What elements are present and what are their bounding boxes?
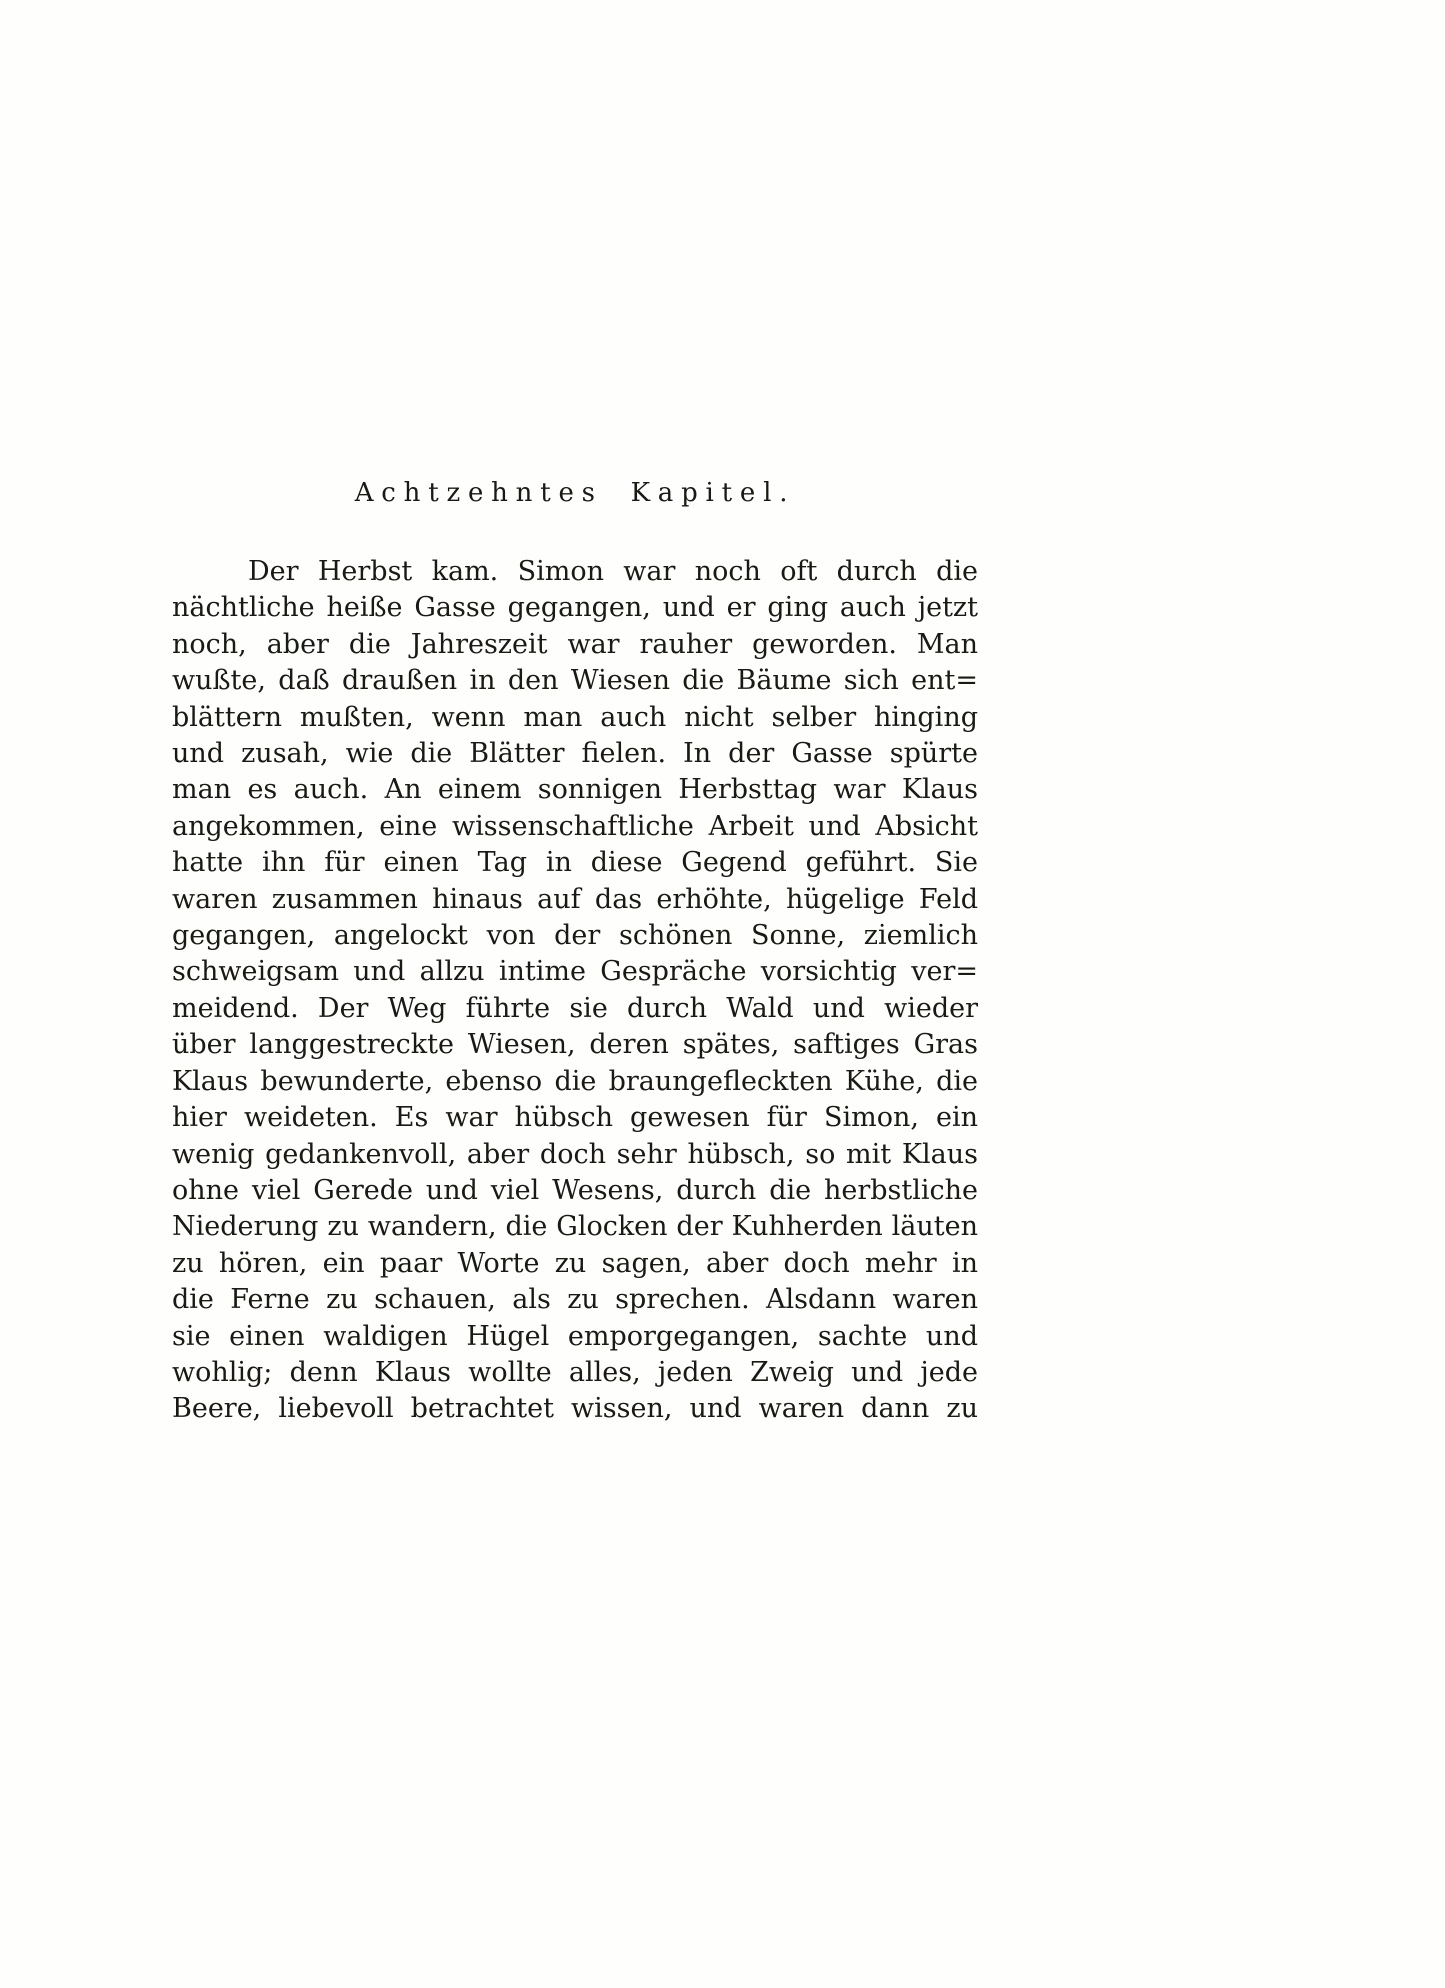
text-line: blättern mußten, wenn man auch nicht selber hinging xyxy=(172,701,978,733)
text-column xyxy=(172,478,978,1428)
chapter-title: Achtzehntes Kapitel. xyxy=(354,478,796,508)
text-line: zu hören, ein paar Worte zu sagen, aber doch mehr in xyxy=(172,1247,978,1279)
text-line: hier weideten. Es war hübsch gewesen für Simon, ein xyxy=(172,1102,978,1134)
text-line: schweigsam und allzu intime Gespräche vorsichtig ver= xyxy=(172,956,978,988)
text-line: Klaus bewunderte, ebenso die braungefleckten Kühe, die xyxy=(172,1065,978,1097)
text-line: man es auch. An einem sonnigen Herbsttag war Klaus xyxy=(172,774,978,806)
text-line: noch, aber die Jahreszeit war rauher geworden. Man xyxy=(172,628,978,660)
text-line: über langgestreckte Wiesen, deren spätes, saftiges Gras xyxy=(172,1029,978,1061)
text-line: wenig gedankenvoll, aber doch sehr hübsch, so mit Klaus xyxy=(172,1138,978,1170)
text-line: die Ferne zu schauen, als zu sprechen. Alsdann waren xyxy=(172,1284,978,1316)
text-line: Niederung zu wandern, die Glocken der Kuhherden läuten xyxy=(172,1211,978,1243)
text-line: nächtliche heiße Gasse gegangen, und er ging auch jetzt xyxy=(172,592,978,624)
text-line: Der Herbst kam. Simon war noch oft durch die xyxy=(248,556,978,587)
text-line: gegangen, angelockt von der schönen Sonne, ziemlich xyxy=(172,920,978,952)
text-line: sie einen waldigen Hügel emporgegangen, sachte und xyxy=(172,1320,978,1352)
text-line: ohne viel Gerede und viel Wesens, durch die herbstliche xyxy=(172,1174,978,1206)
text-line: angekommen, eine wissenschaftliche Arbeit und Absicht xyxy=(172,810,978,842)
body-text xyxy=(172,554,978,1428)
text-line: wußte, daß draußen in den Wiesen die Bäume sich ent= xyxy=(172,665,978,697)
text-line: und zusah, wie die Blätter fielen. In der Gasse spürte xyxy=(172,738,978,770)
text-line: meidend. Der Weg führte sie durch Wald und wieder xyxy=(172,992,978,1024)
text-line: Beere, liebevoll betrachtet wissen, und waren dann zu xyxy=(172,1393,978,1425)
text-line: wohlig; denn Klaus wollte alles, jeden Zweig und jede xyxy=(172,1356,978,1388)
text-line: hatte ihn für einen Tag in diese Gegend geführt. Sie xyxy=(172,847,978,879)
text-line: waren zusammen hinaus auf das erhöhte, hügelige Feld xyxy=(172,883,978,915)
